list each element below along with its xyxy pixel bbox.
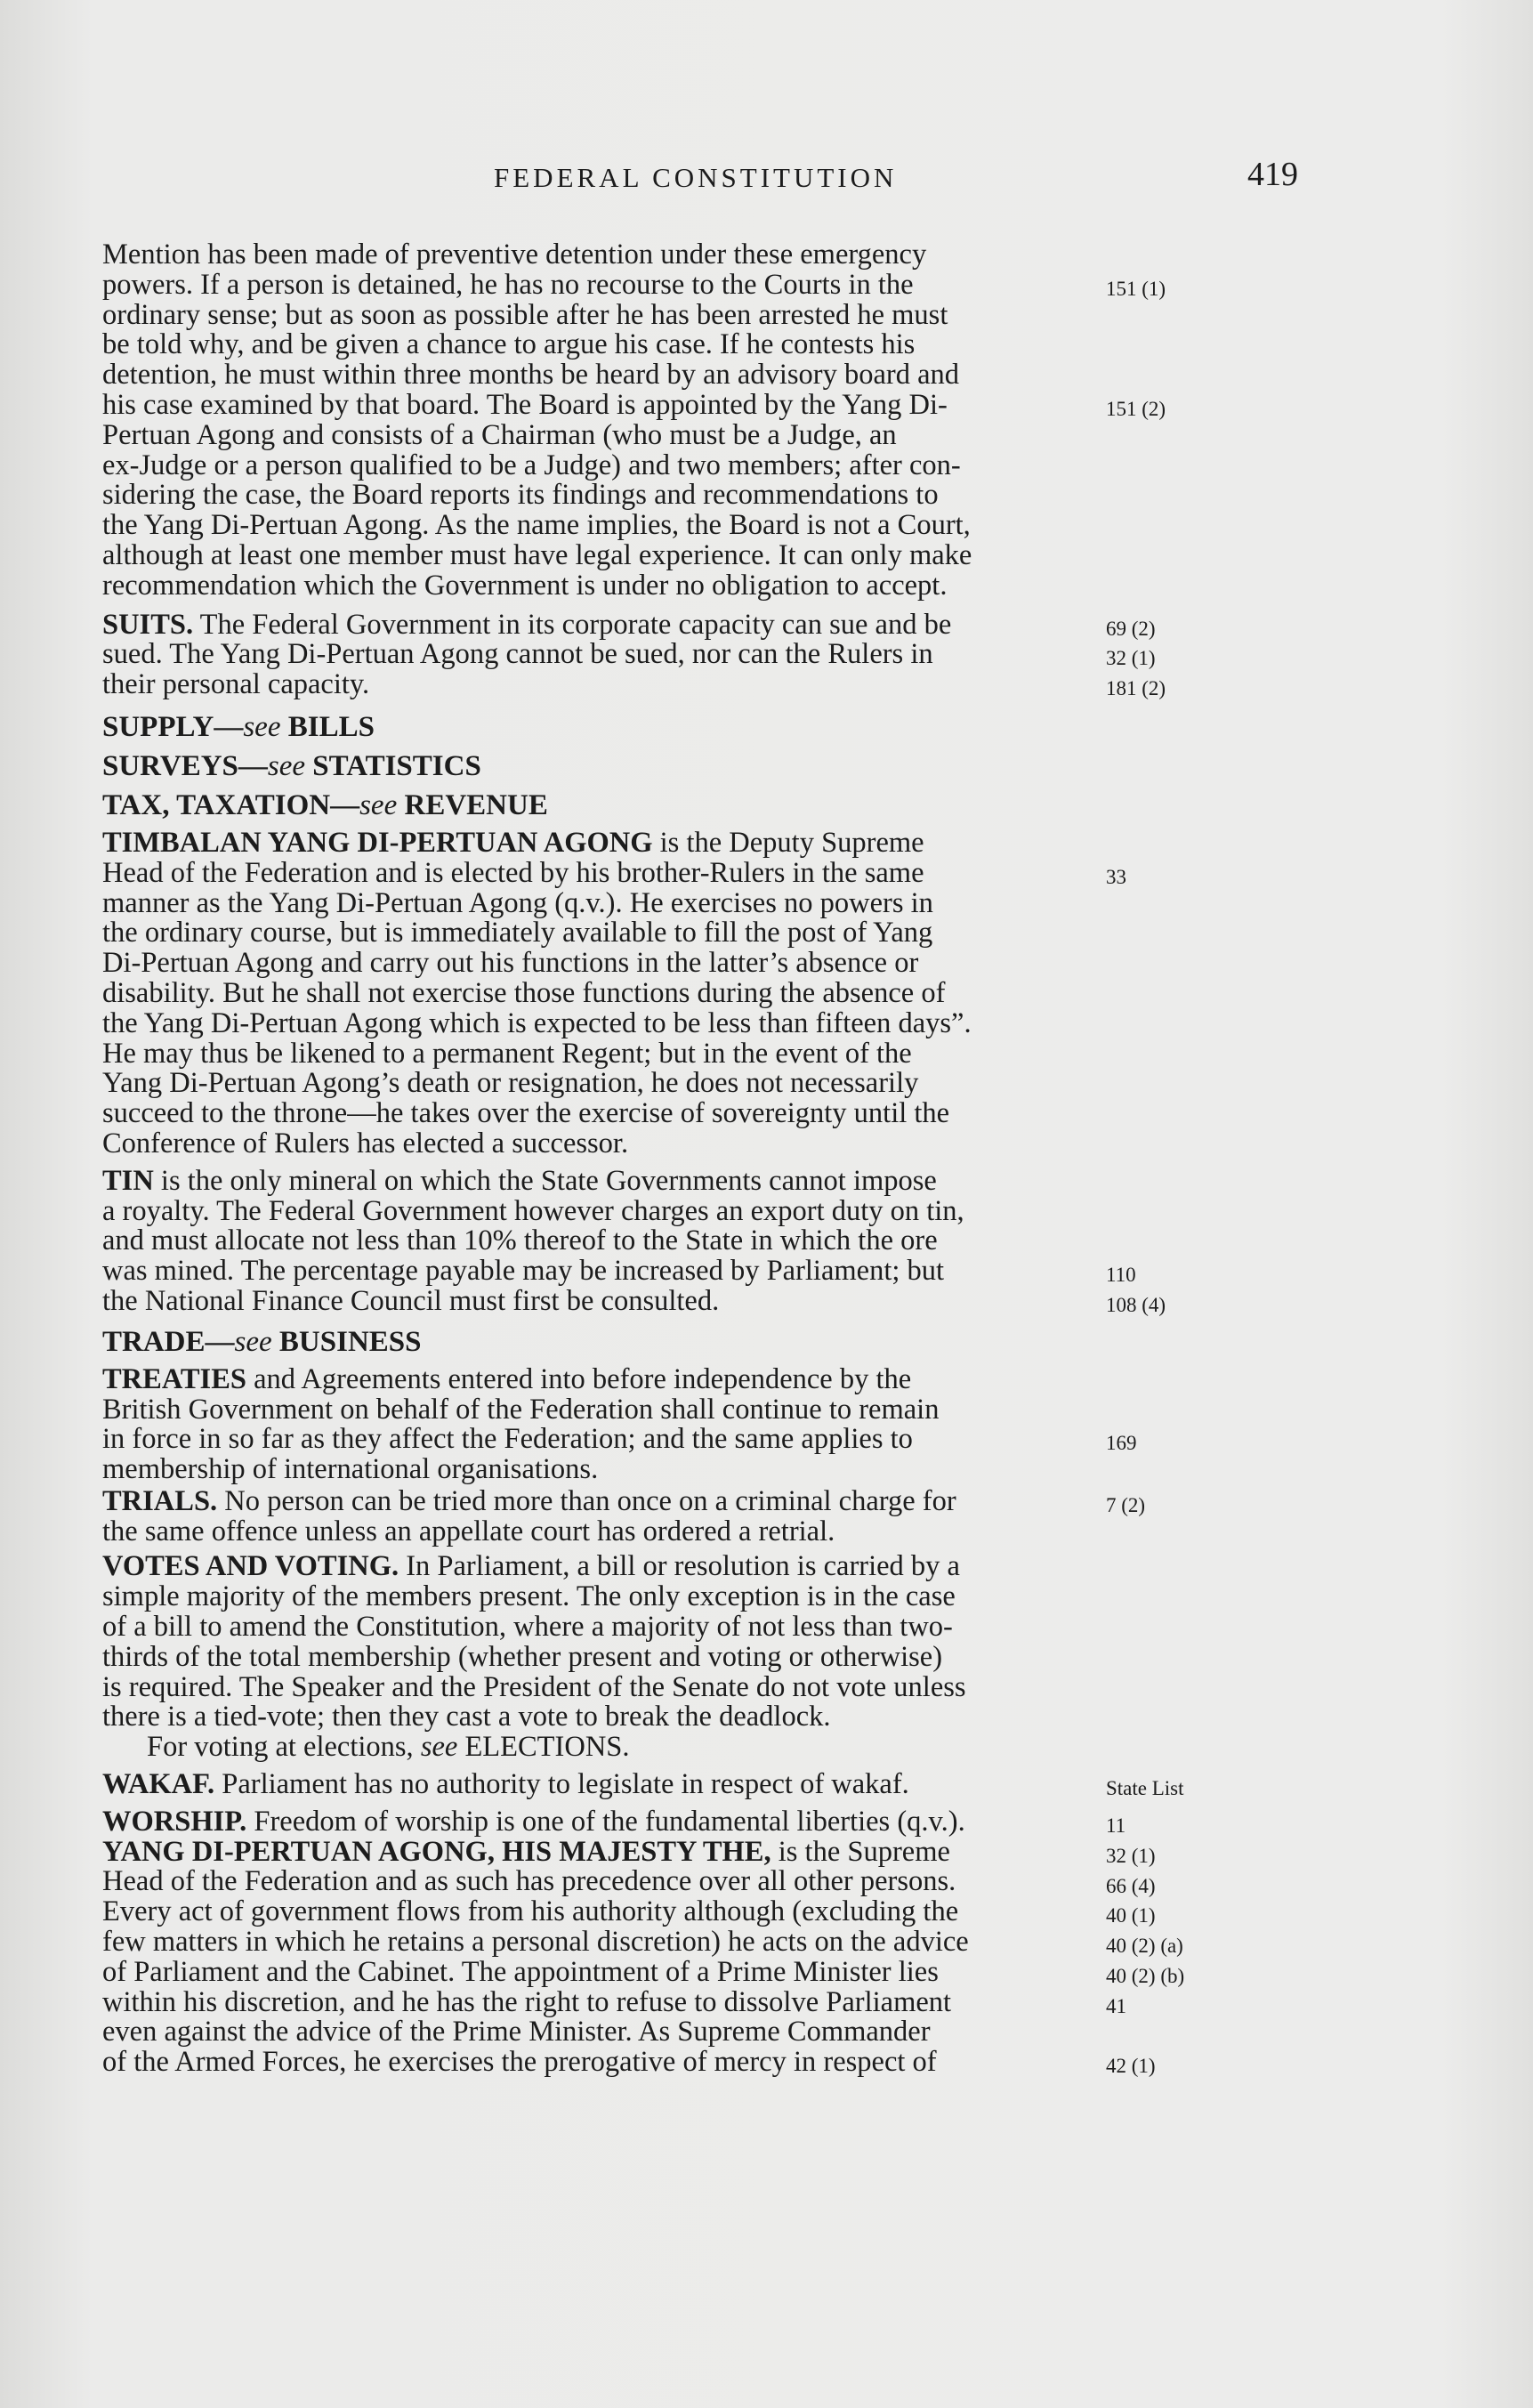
glossary-entry [102,707,1088,747]
xref-target: REVENUE [397,788,548,821]
article-ref: 66 (4) [1106,1874,1156,1897]
glossary-entry [102,1838,1088,2078]
text-line [102,1702,1088,1733]
entry-headword: TREATIES [102,1364,246,1395]
text-line [102,1099,1088,1129]
see-word: see [359,788,398,821]
text-line [102,670,1088,700]
see-word: see [267,749,306,782]
line-text: and must allocate not less than 10% thereof to the State in which the ore [102,1226,938,1257]
line-text: In Parliament, a bill or resolution is carried by a [399,1552,960,1583]
line-text: manner as the Yang Di-Pertuan Agong (q.v.). He exercises no powers in [102,888,933,919]
entry-headword: TRIALS. [102,1486,218,1517]
text-line [102,1069,1088,1099]
text-line [102,1365,1088,1395]
line-text: British Government on behalf of the Federation shall continue to remain [102,1394,940,1426]
line-text: the Yang Di-Pertuan Agong. As the name implies, the Board is not a Court, [102,511,971,541]
xref-target: BILLS [280,710,375,743]
line-text: disability. But he shall not exercise those functions during the absence of [102,978,946,1009]
glossary-entry [102,1733,1088,1763]
text-line [102,391,1088,421]
line-text: Head of the Federation and as such has precedence over all other persons. [102,1867,956,1898]
text-line [102,481,1088,511]
article-ref: 110 [1106,1264,1136,1287]
text-line [102,1673,1088,1703]
article-ref: 7 (2) [1106,1494,1146,1516]
text-line [102,1039,1088,1070]
text-line [102,1395,1088,1426]
line-text: his case examined by that board. The Board is appointed by the Yang Di- [102,390,948,421]
entry-headword: SUITS. [102,610,194,641]
voting-note [102,1733,1088,1763]
text-line [102,240,1088,271]
article-ref: State List [1106,1777,1184,1800]
text-line [102,1838,1088,1868]
glossary-entry [102,1807,1088,1838]
text-line [102,1455,1088,1485]
line-text: was mined. The percentage payable may be increased by Parliament; but [102,1257,945,1287]
line-text: ordinary sense; but as soon as possible after he has been arrested he must [102,300,948,331]
entry-headword: TIMBALAN YANG DI-PERTUAN AGONG [102,828,653,859]
line-text: No person can be tried more than once on a criminal charge for [217,1486,956,1517]
text-line [102,1867,1088,1897]
line-text: Freedom of worship is one of the fundamental liberties (q.v.). [246,1806,965,1838]
text-line [102,918,1088,949]
text-line [102,2048,1088,2078]
glossary-entry [102,1322,1088,1362]
line-text: detention, he must within three months be heard by an advisory board and [102,360,960,391]
line-text: of the Armed Forces, he exercises the prerogative of mercy in respect of [102,2048,937,2079]
article-ref: 32 (1) [1106,1844,1156,1867]
line-text: is required. The Speaker and the President of the Senate do not vote unless [102,1672,966,1703]
cross-reference [102,1322,1088,1362]
text-line [102,1897,1088,1927]
line-text: Parliament has no authority to legislate in respect of wakaf. [214,1770,909,1800]
line-text: powers. If a person is detained, he has no recourse to the Courts in the [102,270,914,301]
note-target: ELECTIONS. [457,1731,630,1764]
line-text: Yang Di-Pertuan Agong’s death or resignation, he does not necessarily [102,1069,919,1100]
text-line [102,1257,1088,1287]
glossary-entry [102,240,1088,602]
line-text: succeed to the throne—he takes over the exercise of sovereignty until the [102,1099,950,1129]
xref-term: TAX, TAXATION— [102,788,360,821]
glossary-entry [102,747,1088,786]
running-head: FEDERAL CONSTITUTION [494,162,898,193]
text-line [102,2017,1088,2048]
xref-term: TRADE— [102,1325,235,1358]
line-text: Mention has been made of preventive detention under these emergency [102,240,927,271]
entry-headword: WAKAF. [102,1770,215,1800]
glossary-entry [102,1770,1088,1800]
article-ref: 41 [1106,1994,1126,2017]
text-line [102,451,1088,481]
line-text: simple majority of the members present. The only exception is in the case [102,1582,956,1613]
text-line [102,1167,1088,1197]
line-text: ex-Judge or a person qualified to be a Judge) and two members; after con- [102,450,961,481]
line-text: thirds of the total membership (whether present and voting or otherwise) [102,1642,943,1673]
glossary-entry [102,786,1088,825]
line-text: within his discretion, and he has the right to refuse to dissolve Parliament [102,1987,952,2018]
text-line [102,1129,1088,1160]
glossary-entry [102,610,1088,700]
line-text: sidering the case, the Board reports its findings and recommendations to [102,481,939,512]
xref-term: SUPPLY— [102,710,244,743]
xref-target: BUSINESS [271,1325,422,1358]
xref-target: STATISTICS [305,749,481,782]
text-line [102,1517,1088,1547]
text-line [102,1958,1088,1988]
text-line [102,859,1088,889]
text-line [102,1552,1088,1582]
line-text: membership of international organisations. [102,1455,599,1485]
line-text: of a bill to amend the Constitution, where a majority of not less than two- [102,1612,953,1643]
text-line [102,1612,1088,1643]
line-text: Conference of Rulers has elected a successor. [102,1128,629,1160]
line-text: is the only mineral on which the State Governments cannot impose [153,1166,937,1197]
text-line [102,571,1088,602]
entry-headword: VOTES AND VOTING. [102,1552,399,1583]
text-line [102,1807,1088,1838]
text-line [102,1988,1088,2018]
text-line [102,1487,1088,1517]
text-line [102,1287,1088,1317]
text-line [102,360,1088,391]
text-line [102,271,1088,301]
text-line [102,1197,1088,1227]
text-line [102,1582,1088,1612]
line-text: Every act of government flows from his authority although (excluding the [102,1897,959,1928]
article-ref: 40 (1) [1106,1904,1156,1927]
text-line [102,301,1088,331]
glossary-entry [102,1167,1088,1317]
text-line [102,1009,1088,1039]
text-line [102,1226,1088,1257]
article-ref: 32 (1) [1106,647,1156,670]
line-text: is the Supreme [771,1837,950,1868]
article-ref: 151 (2) [1106,398,1166,420]
line-text: the ordinary course, but is immediately available to fill the post of Yang [102,918,933,949]
line-text: Di-Pertuan Agong and carry out his functions in the latter’s absence or [102,949,919,979]
text-line [102,541,1088,571]
line-text: the National Finance Council must first be consulted. [102,1286,720,1317]
article-ref: 42 (1) [1106,2055,1156,2078]
see-word: see [420,1731,458,1764]
line-text: recommendation which the Government is under no obligation to accept. [102,570,948,602]
line-text: of Parliament and the Cabinet. The appointment of a Prime Minister lies [102,1957,939,1988]
note-text: For voting at elections, [147,1731,421,1764]
page-number: 419 [1247,156,1298,193]
article-ref: 40 (2) (a) [1106,1935,1183,1958]
article-ref: 69 (2) [1106,617,1156,640]
line-text: few matters in which he retains a personal discretion) he acts on the advice [102,1927,969,1958]
xref-term: SURVEYS— [102,749,268,782]
see-word: see [243,710,281,743]
line-text: The Federal Government in its corporate capacity can sue and be [193,610,952,641]
text-line [102,640,1088,670]
line-text: there is a tied-vote; then they cast a vote to break the deadlock. [102,1702,831,1733]
line-text: a royalty. The Federal Government however charges an export duty on tin, [102,1196,964,1227]
glossary-entry [102,828,1088,1160]
line-text: be told why, and be given a chance to argue his case. If he contests his [102,330,916,361]
text-line [102,330,1088,360]
text-line [102,828,1088,859]
line-text: Pertuan Agong and consists of a Chairman (who must be a Judge, an [102,420,897,451]
line-text: He may thus be likened to a permanent Regent; but in the event of the [102,1038,912,1070]
article-ref: 151 (1) [1106,277,1166,300]
line-text: is the Deputy Supreme [652,828,924,859]
line-text: in force in so far as they affect the Federation; and the same applies to [102,1425,913,1456]
article-ref: 40 (2) (b) [1106,1965,1185,1987]
article-ref: 33 [1106,865,1126,888]
article-ref: 11 [1106,1814,1126,1837]
entry-headword: YANG DI-PERTUAN AGONG, HIS MAJESTY THE, [102,1837,771,1868]
article-ref: 108 (4) [1106,1294,1166,1316]
glossary-entry [102,1365,1088,1485]
text-line [102,1770,1088,1800]
line-text: although at least one member must have legal experience. It can only make [102,540,972,571]
text-line [102,1927,1088,1958]
line-text: the Yang Di-Pertuan Agong which is expected to be less than fifteen days”. [102,1008,972,1039]
glossary-entry [102,1552,1088,1733]
text-line [102,610,1088,641]
glossary-entry [102,1487,1088,1547]
entry-headword: TIN [102,1166,154,1197]
text-line [102,1643,1088,1673]
cross-reference [102,747,1088,786]
article-ref: 169 [1106,1432,1137,1455]
text-line [102,1425,1088,1455]
line-text: sued. The Yang Di-Pertuan Agong cannot be sued, nor can the Rulers in [102,640,933,671]
cross-reference [102,707,1088,747]
text-line [102,979,1088,1009]
text-line [102,421,1088,451]
text-line [102,889,1088,919]
line-text: the same offence unless an appellate court has ordered a retrial. [102,1516,835,1547]
line-text: their personal capacity. [102,670,370,700]
line-text: even against the advice of the Prime Minister. As Supreme Commander [102,2017,931,2048]
text-line [102,949,1088,979]
cross-reference [102,786,1088,825]
article-ref: 181 (2) [1106,677,1166,700]
line-text: Head of the Federation and is elected by his brother-Rulers in the same [102,858,924,889]
see-word: see [234,1325,272,1358]
entry-headword: WORSHIP. [102,1806,247,1838]
glossary-body [102,240,1088,2078]
text-line [102,511,1088,541]
line-text: and Agreements entered into before independence by the [246,1364,912,1395]
